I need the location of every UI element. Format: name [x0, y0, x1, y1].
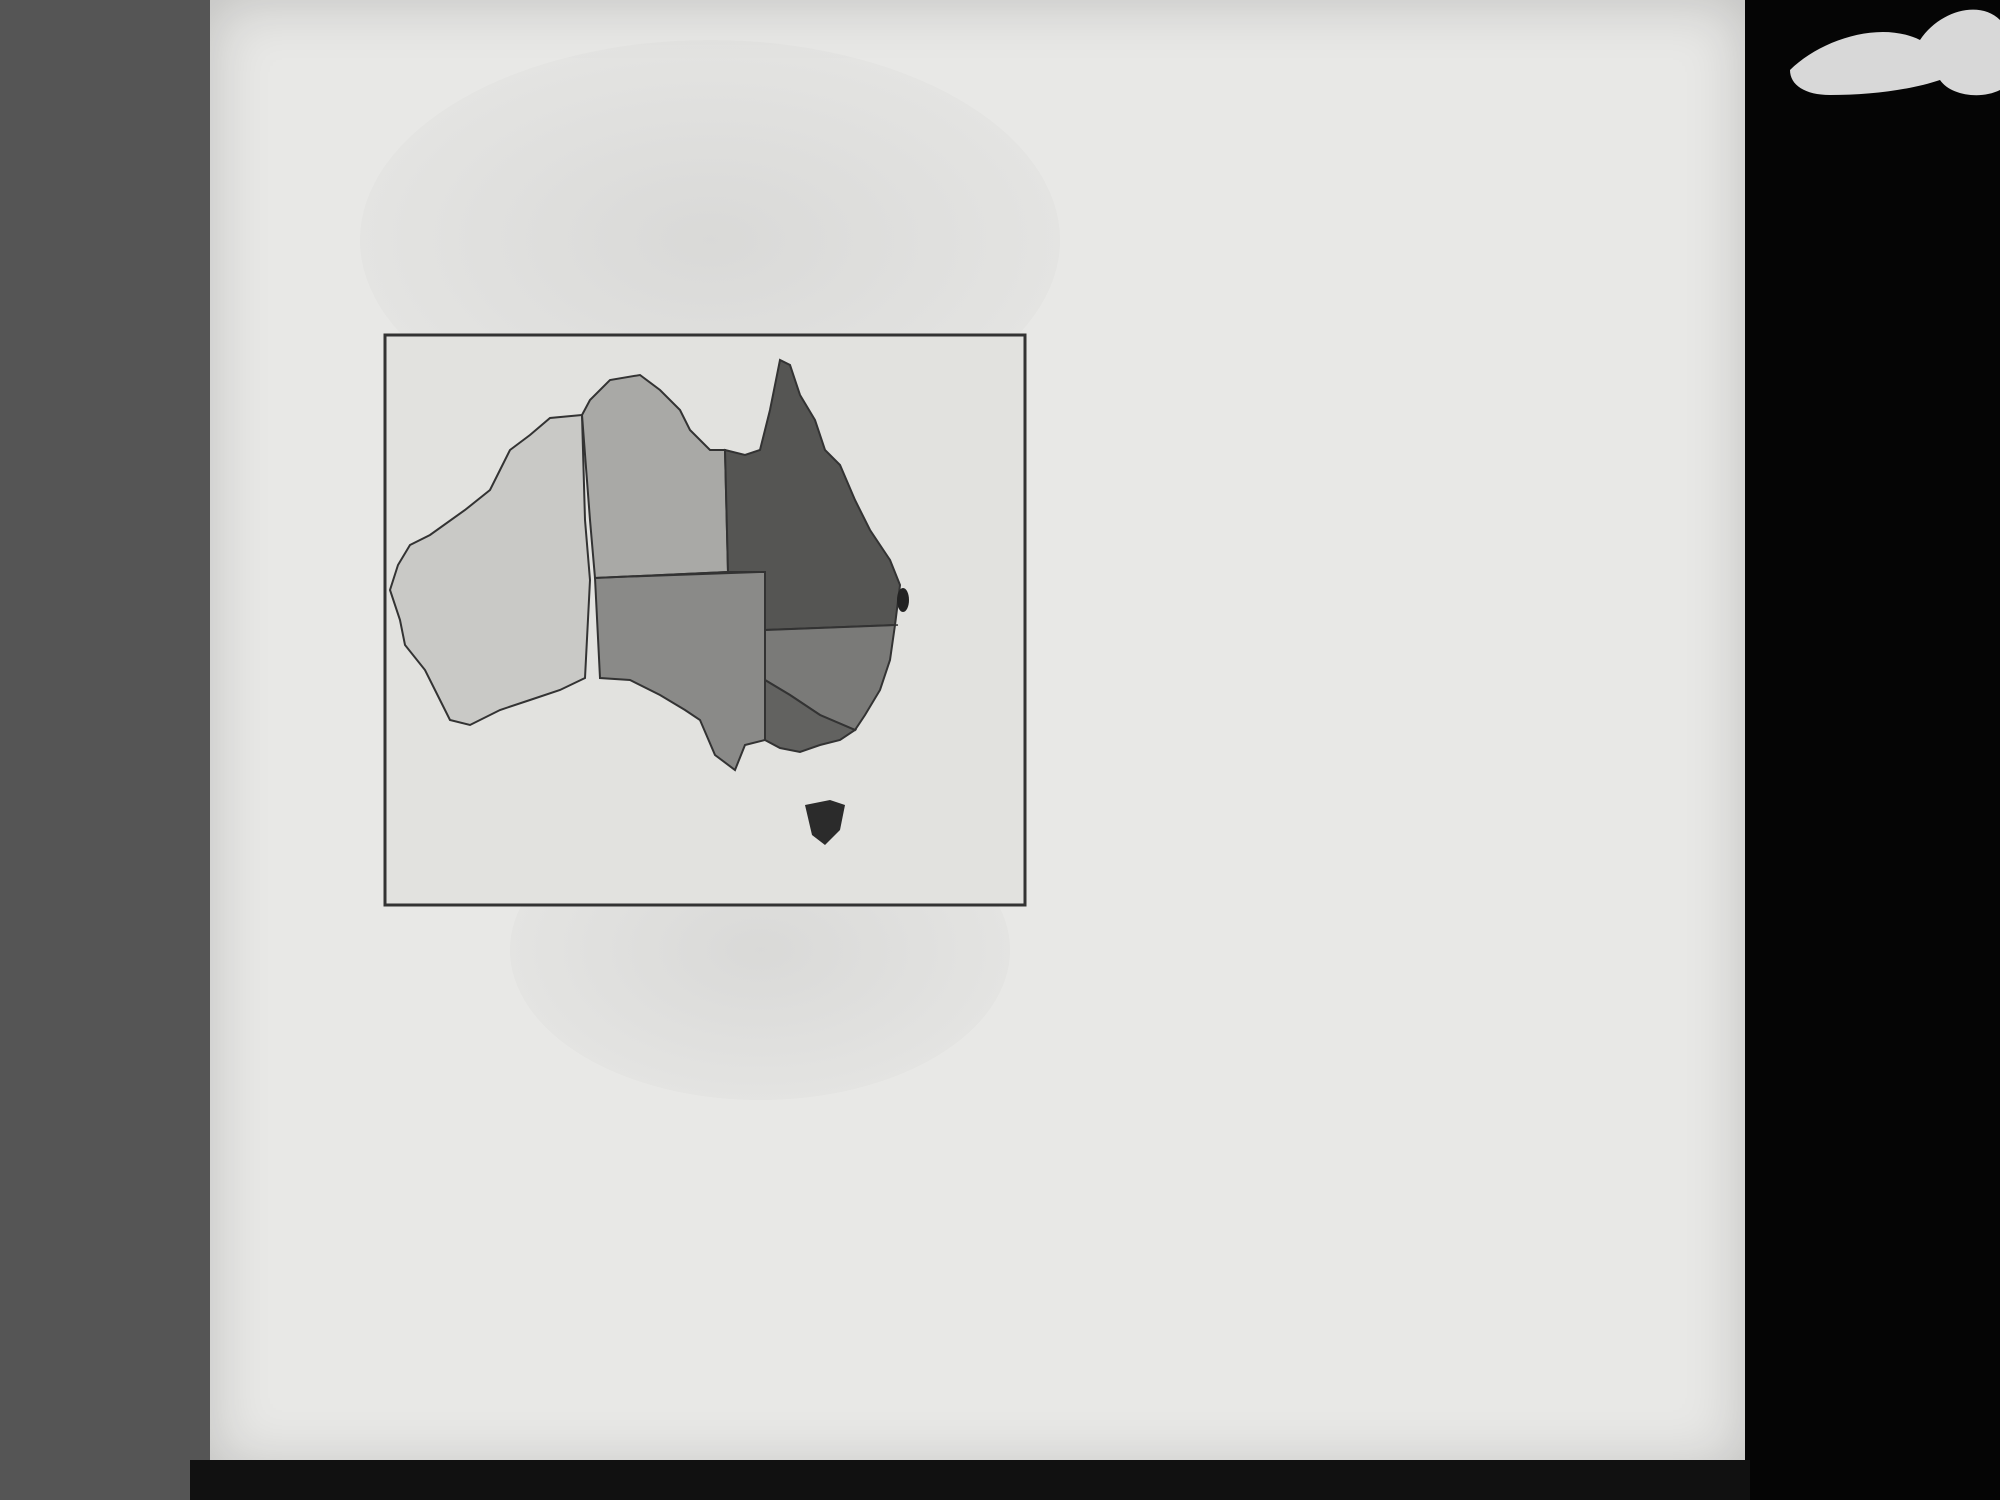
fraser-island — [897, 588, 909, 612]
right-text-column — [1190, 0, 1720, 1470]
finger-shape — [1790, 0, 2000, 110]
left-binding-strip — [0, 0, 210, 1500]
right-dark-background — [1745, 0, 2000, 1500]
map-svg — [350, 300, 1060, 930]
bottom-page-edge — [190, 1460, 1750, 1500]
australia-map — [350, 300, 1060, 930]
